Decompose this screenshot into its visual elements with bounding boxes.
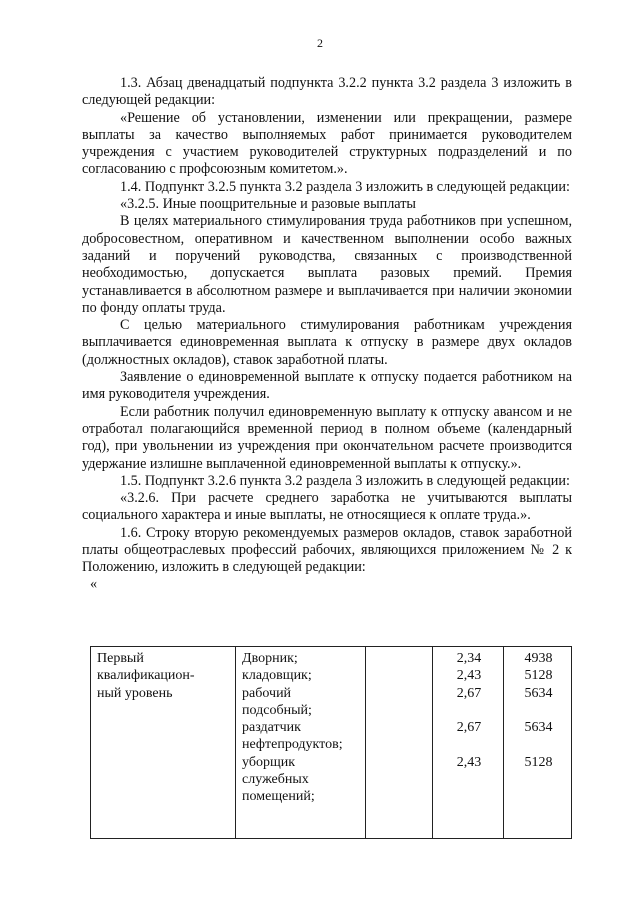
- paragraph-application: Заявление о единовременной выплате к отпуску подается работником на имя руководителя учреждения.: [82, 369, 572, 403]
- paragraph-1-3: 1.3. Абзац двенадцатый подпункта 3.2.2 пункта 3.2 раздела 3 изложить в следующей редакции:: [82, 75, 572, 109]
- profession-line: раздатчик: [242, 720, 301, 736]
- paragraph-3-2-6: «3.2.6. При расчете среднего заработка не учитываются выплаты социального характера и иные выплаты, не относящиеся к оплате труда.».: [82, 490, 572, 524]
- paragraph-1-5: 1.5. Подпункт 3.2.6 пункта 3.2 раздела 3 изложить в следующей редакции:: [120, 472, 570, 489]
- profession-line: рабочий: [242, 685, 292, 701]
- profession-line: подсобный;: [242, 702, 312, 718]
- professions-cell: [236, 647, 366, 839]
- salary-table: [90, 646, 572, 839]
- profession-line: кладовщик;: [242, 668, 312, 684]
- empty-cell: [366, 647, 433, 839]
- level-line: Первый: [97, 651, 144, 666]
- document-body: [82, 75, 572, 591]
- paragraph-vacation-payment: С целью материального стимулирования работникам учреждения выплачивается единовременная выплата к отпуску в размере двух окладов (должностных окладов), ставок заработной платы.: [82, 317, 572, 368]
- coefficient-value: 2,43: [456, 668, 482, 684]
- profession-line: служебных: [242, 772, 309, 788]
- coefficient-value: 2,67: [456, 685, 482, 701]
- coefficient-value: 2,34: [456, 651, 482, 666]
- profession-line: Дворник;: [242, 651, 298, 666]
- paragraph-one-time-bonus: В целях материального стимулирования труда работников при успешном, добросовестном, оперативном и качественном выполнении особо важных заданий и поручений руководства, связанных с производственной необходимостью, допускается выплата разовых премий. Премия устанавливается в абсолютном размере и выплачивается при наличии экономии по фонду оплаты труда.: [82, 213, 572, 316]
- page-number: 2: [317, 36, 323, 50]
- coefficients-cell: [432, 647, 503, 839]
- level-line: ный уровень: [97, 685, 173, 701]
- salary-value: 5634: [524, 720, 553, 736]
- salary-value: 5634: [524, 685, 553, 701]
- paragraph-1-4: 1.4. Подпункт 3.2.5 пункта 3.2 раздела 3 изложить в следующей редакции:: [120, 178, 570, 195]
- salary-value: 5128: [524, 754, 553, 770]
- table-row: [91, 647, 572, 839]
- paragraph-quote-3-2-2: «Решение об установлении, изменении или прекращении, размере выплаты за качество выполняемых работ принимается руководителем учреждения с участием руководителей структурных подразделений и по согласованию с профсоюзным комитетом.».: [82, 109, 572, 178]
- paragraph-1-6: 1.6. Строку вторую рекомендуемых размеров окладов, ставок заработной платы общеотраслевых профессий рабочих, являющихся приложением № 2 к Положению, изложить в следующей редакции:: [82, 524, 572, 576]
- level-line: квалификацион-: [97, 668, 195, 684]
- salaries-cell: [504, 647, 572, 839]
- profession-line: нефтепродуктов;: [242, 737, 343, 753]
- salary-value: 4938: [524, 651, 553, 666]
- qualification-level-cell: [91, 647, 236, 839]
- salary-value: 5128: [524, 668, 553, 684]
- paragraph-3-2-5-heading: «3.2.5. Иные поощрительные и разовые выплаты: [120, 196, 416, 213]
- coefficient-value: 2,67: [456, 720, 482, 736]
- paragraph-advance-deduction: Если работник получил единовременную выплату к отпуску авансом и не отработал полагающийся временной период в полном объеме (календарный год), при увольнении из учреждения при окончательном расчете производится удержание излишне выплаченной единовременной выплаты к отпуску.».: [82, 403, 572, 472]
- profession-line: помещений;: [242, 789, 315, 805]
- open-quote-mark: «: [90, 575, 98, 592]
- coefficient-value: 2,43: [456, 754, 482, 770]
- profession-line: уборщик: [242, 754, 296, 770]
